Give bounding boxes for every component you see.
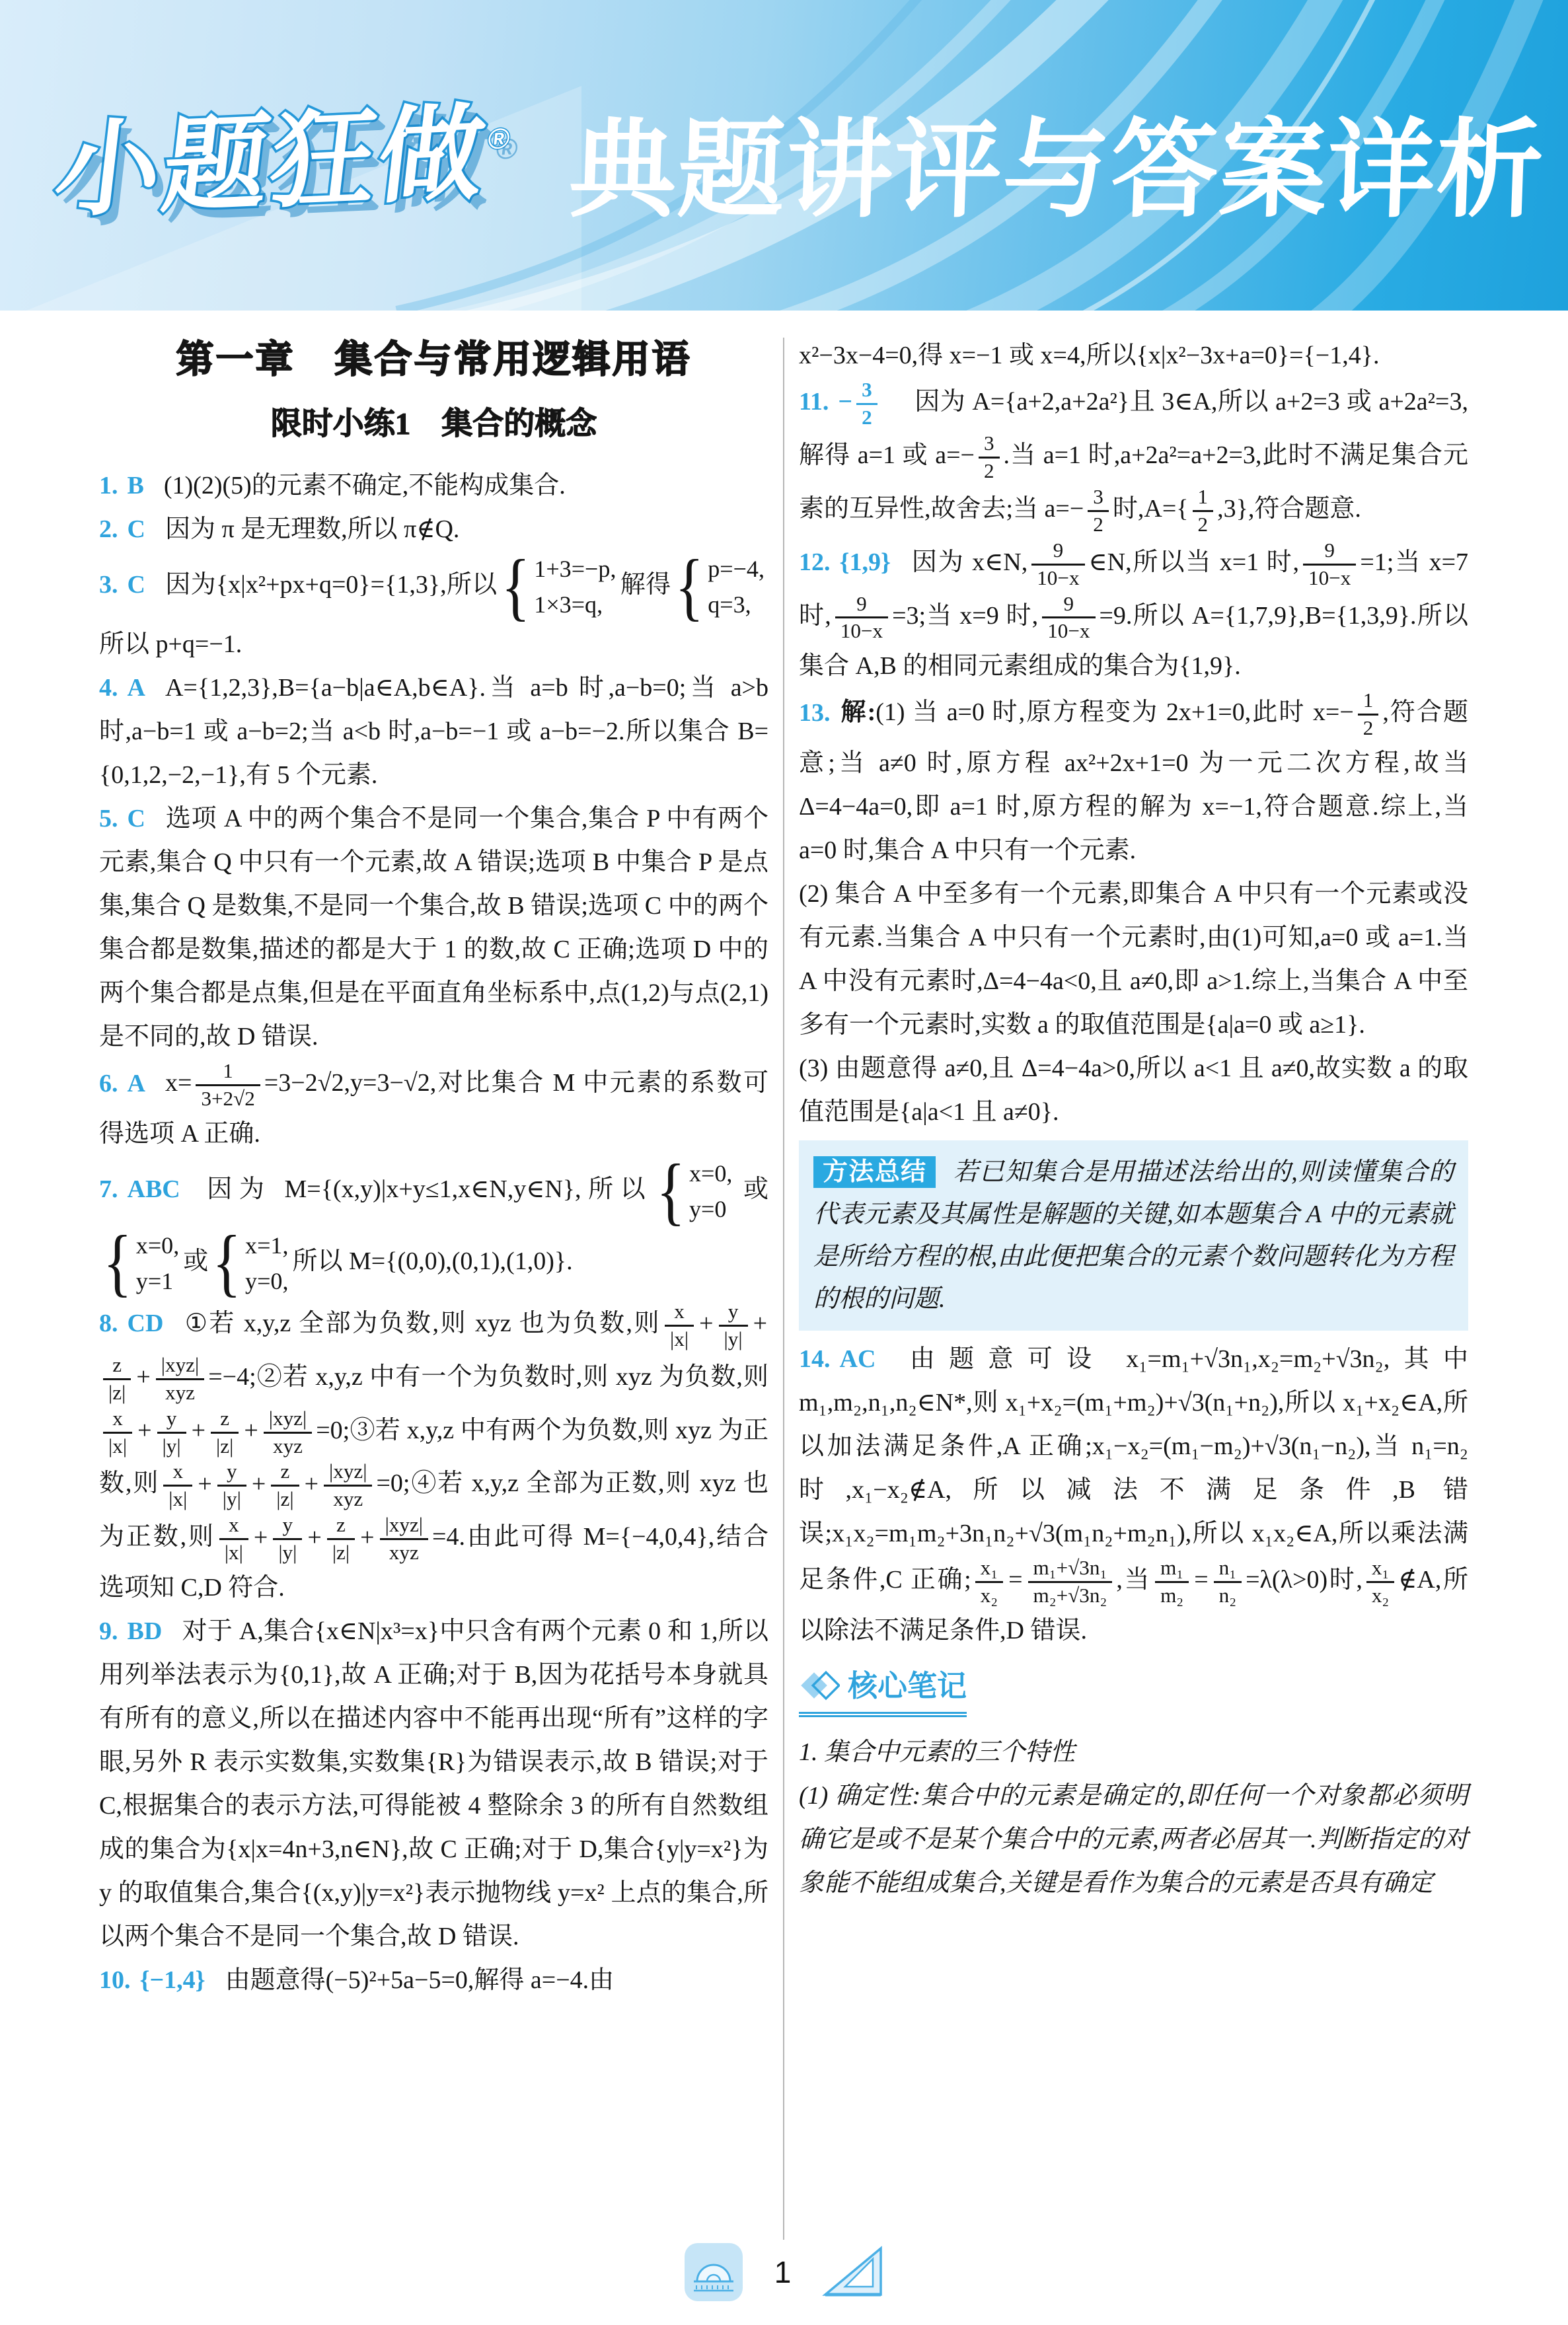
fraction: $\frac{y}{|y|}$ [719, 1299, 748, 1352]
fraction: $\frac{\text{|xyz|}}{\text{xyz}}$ [156, 1352, 204, 1406]
solution-text: ,符合题意;当 a≠0 时,原方程 ax²+2x+1=0 为一元二次方程,故当 Δ=4−4a=0,即 a=1 时,原方程的解为 x=−1,符合题意.综上,当 a=0 时,集合 A 中只有一个元素. [799, 698, 1468, 865]
equation-cases: { 1+3=−p, 1×3=q, [501, 544, 616, 628]
answer-item-2 [99, 507, 768, 551]
triangle-ruler-icon [821, 2244, 885, 2300]
fraction: $\frac{1}{2}$ [1193, 484, 1214, 538]
question-number: 14. [799, 1345, 831, 1374]
page-body [99, 334, 1470, 2299]
question-number: 9. [99, 1617, 118, 1646]
fraction: $\frac{\text{m₁+√3n₁}}{\text{m₂+√3n₂}}$ [1028, 1555, 1113, 1609]
brand-logo [48, 68, 517, 237]
page-footer [0, 2242, 1568, 2303]
answer-value: AC [839, 1345, 876, 1374]
question-number: 12. [799, 548, 831, 576]
fraction: $\frac{9}{10-x}$ [835, 591, 888, 645]
fraction: $\frac{x}{|x|}$ [103, 1406, 132, 1459]
fraction: $\frac{y}{|y|}$ [217, 1459, 246, 1512]
answer-item-1 [99, 464, 768, 507]
solve-label: 解: [839, 698, 876, 727]
answer-item-7: 7. ABC 因为 M={(x,y)|x+y≤1,x∈N,y∈N},所以 { x=0, y=0 或 { x=0, y=1 或 { x=1, y=0, 所以 M={(0,0),(0,1),(1,0)}. [99, 1149, 768, 1304]
fraction: $\frac{3}{2}$ [1088, 484, 1109, 538]
fraction: $\frac{z}{|z|}$ [327, 1512, 355, 1566]
answer-value: {−1,4} [139, 1966, 205, 1995]
fraction: $\frac{\text{m₁}}{\text{m₂}}$ [1155, 1555, 1189, 1609]
method-summary-label: 方法总结 [813, 1156, 936, 1188]
answer-item-11: 11. − $\frac{3}{2}$ 因为 A={a+2,a+2a²}且 3∈A,所以 a+2=3 或 a+2a²=3,解得 a=1 或 a=− $\frac{3}{2}$ .当 a=1 时,a+2a²=a+2=3,此时不满足集合元素的互异性,故舍去;当 a=− $\frac{3}{2}$ 时,A={ $\frac{1}{2}$ ,3},符合题意. [799, 377, 1468, 538]
fraction-sum: $\frac{x}{|x|}$ + $\frac{y}{|y|}$ + $\frac{z}{|z|}$ + $\frac{\text{|xyz|}}{\text{xyz}}$ [99, 1310, 768, 1391]
answer-value: A [127, 1069, 145, 1097]
solution-text: 因为{x|x²+px+q=0}={1,3},所以 [165, 571, 498, 599]
answer-item-3: 3. C 因为{x|x²+px+q=0}={1,3},所以 { 1+3=−p, 1×3=q, 解得 { p=−4, q=3, 所以 p+q=−1. [99, 544, 765, 659]
answer-value: − $\frac{3}{2}$ [838, 388, 894, 416]
solution-text: =9.所以 A={1,7,9},B={1,3,9}.所以集合 A,B 的相同元素组成的集合为{1,9}. [799, 601, 1468, 681]
answer-value: B [127, 472, 144, 500]
fraction-sum: $\frac{x}{|x|}$ + $\frac{y}{|y|}$ + $\frac{z}{|z|}$ + $\frac{\text{|xyz|}}{\text{xyz}}$ [215, 1524, 432, 1551]
brand-logo-text: 小题狂做 [49, 94, 494, 230]
fraction-sum: $\frac{x}{|x|}$ + $\frac{y}{|y|}$ + $\frac{z}{|z|}$ + $\frac{\text{|xyz|}}{\text{xyz}}$ [99, 1417, 316, 1444]
equation-cases: { x=0, y=0 [656, 1149, 733, 1233]
fraction: $\frac{y}{|y|}$ [273, 1512, 302, 1566]
equation-cases: { x=0, y=1 [103, 1220, 180, 1304]
answer-value: C [127, 515, 145, 544]
answer-item-5 [99, 797, 768, 1058]
solution-text: 选项 A 中的两个集合不是同一个集合,集合 P 中有两个元素,集合 Q 中只有一个元素,故 A 错误;选项 B 中集合 P 是点集,集合 Q 是数集,不是同一个集合,故 B 错误;选项 C 中的两个集合都是数集,描述的都是大于 1 的数,故 C 正确;选项 D 中的两个集合都是点集,但是在平面直角坐标系中,点(1,2)与点(2,1)是不同的,故 D 错误. [99, 805, 768, 1051]
protractor-icon [683, 2242, 744, 2303]
fraction: $\frac{x}{|x|}$ [665, 1299, 694, 1352]
fraction: $\frac{y}{|y|}$ [157, 1406, 186, 1459]
fraction: $\frac{3}{2}$ [979, 431, 1000, 484]
answer-item-12: 12. {1,9} 因为 x∈N, $\frac{9}{10-x}$ ∈N,所以当 x=1 时, $\frac{9}{10-x}$ =1;当 x=7 时, $\frac{9}{10-x}$ =3;当 x=9 时, $\frac{9}{10-x}$ =9.所以 A={1,7,9},B={1,3,9}.所以集合 A,B 的相同元素组成的集合为{1,9}. [799, 538, 1468, 681]
question-number: 6. [99, 1069, 118, 1097]
registered-mark: ® [486, 122, 512, 156]
fraction-sum: $\frac{x}{|x|}$ + $\frac{y}{|y|}$ + $\frac{z}{|z|}$ + $\frac{\text{|xyz|}}{\text{xyz}}$ [159, 1470, 376, 1498]
question-number: 2. [99, 515, 118, 544]
fraction: $\frac{x}{|x|}$ [163, 1459, 192, 1512]
question-number: 4. [99, 674, 118, 702]
question-number: 11. [799, 388, 829, 416]
right-column [799, 334, 1468, 2299]
answer-value: C [127, 805, 145, 833]
page-number: 1 [774, 2255, 792, 2289]
fraction: $\frac{\text{|xyz|}}{\text{xyz}}$ [380, 1512, 428, 1566]
solution-text: ∉A,所以除法不满足条件,D 错误. [799, 1566, 1468, 1645]
answer-value: ABC [127, 1175, 180, 1204]
solution-text: =4.由此可得 M={−4,0,4},结合选项知 C,D 符合. [99, 1523, 768, 1602]
left-column [99, 334, 768, 2299]
answer-item-6: 6. A x= $\frac{1}{3+2√2}$ =3−2√2,y=3−√2,对比集合 M 中元素的系数可得选项 A 正确. [99, 1059, 768, 1148]
answer-value: A [127, 674, 145, 702]
solution-text: ,符合题意. [1248, 494, 1361, 523]
fraction: $\frac{\text{x₁}}{\text{x₂}}$ [975, 1555, 1003, 1609]
answer-value: CD [127, 1310, 164, 1338]
fraction: $\frac{z}{|z|}$ [271, 1459, 299, 1512]
column-divider [783, 338, 784, 2240]
fraction: $\frac{\text{|xyz|}}{\text{xyz}}$ [324, 1459, 372, 1512]
answer-value: C [127, 571, 145, 599]
fraction: $\frac{\text{n₁}}{\text{n₂}}$ [1214, 1555, 1242, 1609]
chapter-title: 第一章 集合与常用逻辑用语 [176, 339, 692, 381]
question-number: 3. [99, 571, 118, 599]
fraction: $\frac{9}{10-x}$ [1303, 538, 1356, 591]
fraction: $\frac{9}{10-x}$ [1031, 538, 1084, 591]
answer-value: BD [127, 1617, 163, 1646]
answer-value: {1,9} [839, 548, 891, 576]
answer-item-4 [99, 666, 768, 797]
solution-text: 由题意得(−5)²+5a−5=0,解得 a=−4.由 [225, 1966, 615, 1995]
fraction: $\frac{z}{|z|}$ [211, 1406, 239, 1459]
fraction: $\frac{9}{10-x}$ [1042, 591, 1095, 645]
answer-item-13-part3: (3) 由题意得 a≠0,且 Δ=4−4a>0,所以 a<1 且 a≠0,故实数 a 的取值范围是{a|a<1 且 a≠0}. [799, 1054, 1468, 1126]
section-title: 限时小练1 集合的概念 [270, 407, 597, 442]
fraction: $\frac{\text{x₁}}{\text{x₂}}$ [1366, 1555, 1394, 1609]
fraction: $\frac{1}{3+2√2}$ [196, 1058, 260, 1112]
question-number: 7. [99, 1175, 118, 1204]
fraction: $\frac{\text{|xyz|}}{\text{xyz}}$ [264, 1406, 312, 1459]
answer-item-9 [99, 1609, 768, 1958]
page-title: 典题讲评与答案详析 [567, 110, 1547, 230]
answer-item-8: 8. CD ①若 x,y,z 全部为负数,则 xyz 也为负数,则 $\frac{x}{|x|}$ + $\frac{y}{|y|}$ + $\frac{z}{|z|}$ + $\frac{\text{|xyz|}}{\text{xyz}}$ =−4;②若 x,y,z 中有一个为负数时,则 xyz 为负数,则 $\frac{x}{|x|}$ + $\frac{y}{|y|}$ + $\frac{z}{|z|}$ + $\frac{\text{|xyz|}}{\text{xyz}}$ =0;③若 x,y,z 中有两个为负数,则 xyz 为正数,则 $\frac{x}{|x|}$ + $\frac{y}{|y|}$ + $\frac{z}{|z|}$ + $\frac{\text{|xyz|}}{\text{xyz}}$ =0;④若 x,y,z 全部为正数,则 xyz 也为正数,则 $\frac{x}{|x|}$ + $\frac{y}{|y|}$ + $\frac{z}{|z|}$ + $\frac{\text{|xyz|}}{\text{xyz}}$ =4.由此可得 M={−4,0,4},结合选项知 C,D 符合. [99, 1299, 768, 1602]
fraction: $\frac{3}{2}$ [856, 377, 877, 431]
fraction: $\frac{x}{|x|}$ [219, 1512, 248, 1566]
core-notes-line: (1) 确定性:集合中的元素是确定的,即任何一个对象都必须明确它是或不是某个集合中的元素,两者必居其一.判断指定的对象能不能组成集合,关键是看作为集合的元素是否具有确定 [799, 1782, 1468, 1898]
solution-text: 因为 π 是无理数,所以 π∉Q. [165, 515, 460, 544]
solution-text: 所以 M={(0,0),(0,1),(1,0)}. [292, 1247, 573, 1275]
question-number: 8. [99, 1310, 118, 1338]
answer-item-13-part2: (2) 集合 A 中至多有一个元素,即集合 A 中只有一个元素或没有元素.当集合 A 中只有一个元素时,由(1)可知,a=0 或 a=1.当 A 中没有元素时,Δ=4−4a<0,且 a≠0,即 a>1.综上,当集合 A 中至多有一个元素时,实数 a 的取值范围是{a|a=0 或 a≥1}. [799, 880, 1468, 1039]
answer-item-14: 14. AC 由题意可设 x₁=m₁+√3n₁,x₂=m₂+√3n₂,其中 m₁,m₂,n₁,n₂∈N*,则 x₁+x₂=(m₁+m₂)+√3(n₁+n₂),所以 x₁+x₂∈A,所以加法满足条件,A 正确;x₁−x₂=(m₁−m₂)+√3(n₁−n₂),当 n₁=n₂ 时,x₁−x₂∉A,所以减法不满足条件,B 错误;x₁x₂=m₁m₂+3n₁n₂+√3(m₁n₂+m₂n₁),所以 x₁x₂∈A,所以乘法满足条件,C 正确; $\frac{\text{x₁}}{\text{x₂}}$ = $\frac{\text{m₁+√3n₁}}{\text{m₂+√3n₂}}$ ,当 $\frac{\text{m₁}}{\text{m₂}}$ = $\frac{\text{n₁}}{\text{n₂}}$ =λ(λ>0)时, $\frac{\text{x₁}}{\text{x₂}}$ ∉A,所以除法不满足条件,D 错误. [799, 1345, 1468, 1645]
core-notes-line: 1. 集合中元素的三个特性 [799, 1738, 1076, 1767]
answer-item-10 [99, 1958, 768, 2002]
question-number: 13. [799, 698, 831, 727]
solution-text: A={1,2,3},B={a−b|a∈A,b∈A}.当 a=b 时,a−b=0;当 a>b 时,a−b=1 或 a−b=2;当 a<b 时,a−b=−1 或 a−b=−2.所以集合 B={0,1,2,−2,−1},有 5 个元素. [99, 674, 768, 790]
core-notes-heading: 核心笔记 [799, 1664, 967, 1717]
solution-text: (1)(2)(5)的元素不确定,不能构成集合. [163, 472, 566, 500]
equation-cases: { x=1, y=0, [212, 1220, 289, 1304]
fraction: $\frac{z}{|z|}$ [103, 1352, 131, 1406]
solution-text: 对于 A,集合{x∈N|x³=x}中只含有两个元素 0 和 1,所以用列举法表示为{0,1},故 A 正确;对于 B,因为花括号本身就具有所有的意义,所以在描述内容中不能再出现“所有”这样的字眼,另外 R 表示实数集,实数集{R}为错误表示,故 B 错误;对于 C,根据集合的表示方法,可得能被 4 整除余 3 的所有自然数组成的集合为{x|x=4n+3,n∈N},故 C 正确;对于 D,集合{y|y=x²}为 y 的取值集合,集合{(x,y)|y=x²}表示抛物线 y=x² 上点的集合,所以两个集合不是同一个集合,故 D 错误. [99, 1617, 768, 1951]
question-number: 10. [99, 1966, 131, 1995]
question-number: 1. [99, 472, 118, 500]
question-number: 5. [99, 805, 118, 833]
fraction: $\frac{1}{2}$ [1358, 688, 1379, 741]
solution-text: =3−2√2,y=3−√2,对比集合 M 中元素的系数可得选项 A 正确. [99, 1069, 768, 1148]
method-summary-box [799, 1140, 1468, 1331]
diamond-icon [799, 1670, 840, 1703]
equation-cases: { p=−4, q=3, [675, 544, 765, 628]
answer-item-13: 13. 解:(1) 当 a=0 时,原方程变为 2x+1=0,此时 x=− $\frac{1}{2}$ ,符合题意;当 a≠0 时,原方程 ax²+2x+1=0 为一元二次方程,故当 Δ=4−4a=0,即 a=1 时,原方程的解为 x=−1,符合题意.综上,当 a=0 时,集合 A 中只有一个元素. [799, 688, 1468, 865]
method-summary-text: 若已知集合是用描述法给出的,则读懂集合的代表元素及其属性是解题的关键,如本题集合 A 中的元素就是所给方程的根,由此便把集合的元素个数问题转化为方程的根的问题. [813, 1158, 1454, 1313]
answer-item-10-continuation: x²−3x−4=0,得 x=−1 或 x=4,所以{x|x²−3x+a=0}={−1,4}. [799, 342, 1380, 369]
page-header [0, 0, 1568, 311]
solution-text: 所以 p+q=−1. [99, 630, 243, 659]
